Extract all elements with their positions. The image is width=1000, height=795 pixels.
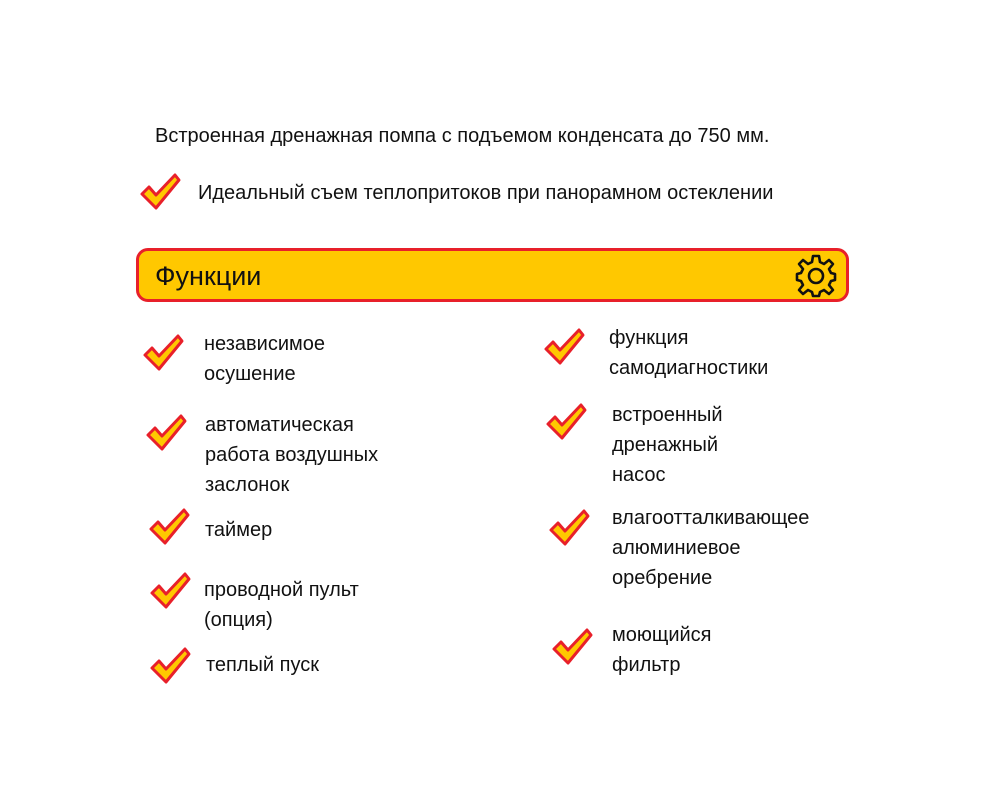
check-icon [551, 627, 593, 667]
feature-left-warm-start: теплый пуск [206, 654, 320, 676]
feature-left-dampers: автоматическая работа воздушных заслонок [205, 414, 379, 496]
check-icon [148, 507, 190, 547]
banner-title: Функции [155, 261, 262, 291]
check-icon [543, 327, 585, 367]
feature-left-timer: таймер [205, 519, 273, 541]
check-icon [545, 402, 587, 442]
intro-pump-text: Встроенная дренажная помпа с подъемом конденсата до 750 мм. [155, 125, 770, 147]
check-icon [145, 413, 187, 453]
feature-right-washable-filter: моющийся фильтр [612, 624, 712, 676]
check-icon [149, 571, 191, 611]
feature-right-self-diagnostics: функция самодиагностики [609, 327, 769, 379]
check-icon [142, 333, 184, 373]
functions-banner [136, 248, 849, 302]
feature-right-hydrophobic-fins: влагоотталкивающее алюминиевое оребрение [612, 507, 810, 589]
feature-left-wired-remote: проводной пульт (опция) [204, 579, 359, 631]
check-icon [139, 172, 181, 212]
gear-icon [794, 254, 838, 298]
check-icon [548, 508, 590, 548]
intro-heat-text: Идеальный съем теплопритоков при панорамном остеклении [198, 182, 774, 204]
feature-left-dehumidify: независимое осушение [204, 333, 325, 385]
feature-right-drain-pump: встроенный дренажный насос [612, 404, 723, 486]
check-icon [149, 646, 191, 686]
